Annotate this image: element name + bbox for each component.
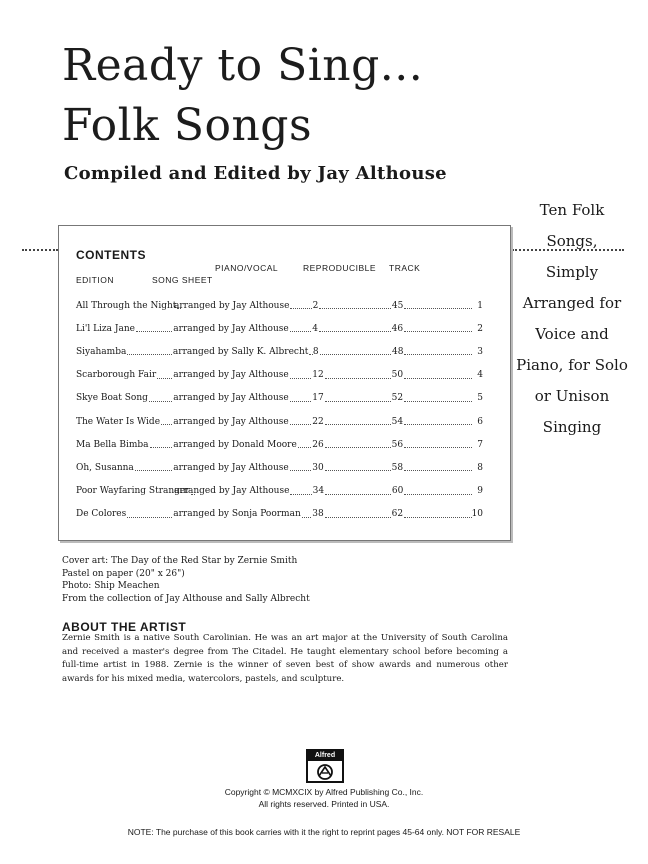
song-arranger: arranged by Jay Althouse <box>173 323 289 334</box>
song-title: De Colores <box>76 509 127 520</box>
reproducible-page: 52 <box>391 393 404 404</box>
piano-vocal-page: 26 <box>312 439 324 450</box>
alfred-logo-icon <box>315 763 335 781</box>
description-line: Singing <box>542 418 602 436</box>
contents-box <box>58 225 511 541</box>
piano-vocal-page: 4 <box>312 323 318 334</box>
song-title: The Water Is Wide <box>76 416 161 427</box>
column-header-piano-vocal: PIANO/VOCAL <box>215 263 279 273</box>
about-artist-heading: ABOUT THE ARTIST <box>62 620 187 634</box>
dotted-divider-left <box>22 249 58 251</box>
track-number: 8 <box>477 462 483 473</box>
copyright-line: Copyright © MCMXCIX by Alfred Publishing Co., Inc. <box>224 787 424 797</box>
track-number: 1 <box>477 300 484 311</box>
description-line: Arranged for <box>522 294 622 312</box>
track-number: 6 <box>477 416 483 427</box>
song-arranger: arranged by Jay Althouse <box>174 300 290 311</box>
reproducible-page: 46 <box>391 323 404 334</box>
piano-vocal-page: 2 <box>312 300 319 311</box>
reprint-note: NOTE: The purchase of this book carries with it the right to reprint pages 45-64 only. NOT FOR RESALE <box>127 827 521 837</box>
piano-vocal-page: 34 <box>312 486 325 497</box>
credit-line: Cover art: The Day of the Red Star by Zernie Smith <box>62 556 298 566</box>
cover-credits <box>62 555 310 605</box>
contents-row[interactable] <box>76 456 483 479</box>
track-number: 5 <box>477 393 483 404</box>
reproducible-page: 48 <box>392 346 404 357</box>
reproducible-page: 62 <box>391 509 404 520</box>
book-title-line-1: Ready to Sing... <box>62 40 424 91</box>
song-title: All Through the Night <box>76 300 177 311</box>
song-title: Skye Boat Song <box>76 393 148 404</box>
reproducible-page: 50 <box>391 370 404 381</box>
song-arranger: arranged by Sally K. Albrecht <box>172 346 309 357</box>
song-title: Poor Wayfaring Stranger <box>76 486 190 497</box>
about-artist-text: Zernie Smith is a native South Carolinian. He was an art major at the University of South Carolina and received a master's degree from The Citadel. He taught elementary school before becoming a full-time artist in 1988. Zernie is the winner of seven best of show awards and numerous other awards for his mixed media, watercolors, pastels, and sculpture. <box>62 633 508 684</box>
column-header-reproducible: REPRODUCIBLE <box>303 263 377 273</box>
piano-vocal-page: 12 <box>312 370 324 381</box>
sidebar-description <box>516 195 628 443</box>
credit-line: From the collection of Jay Althouse and Sally Albrecht <box>62 593 310 604</box>
description-line: Piano, for Solo <box>516 356 628 374</box>
description-line: Simply <box>545 263 599 281</box>
reproducible-page: 45 <box>391 300 404 311</box>
track-number: 7 <box>477 439 483 450</box>
contents-row[interactable] <box>76 340 483 363</box>
song-arranger: arranged by Sonja Poorman <box>173 509 301 520</box>
contents-row[interactable] <box>76 317 483 340</box>
piano-vocal-page: 30 <box>312 462 324 473</box>
song-arranger: arranged by Donald Moore <box>173 439 297 450</box>
contents-row[interactable] <box>76 410 483 433</box>
copyright-notice <box>0 786 648 810</box>
column-header-edition: EDITION <box>76 275 114 285</box>
column-header-song-sheet: SONG SHEET <box>152 275 213 285</box>
contents-row[interactable] <box>76 480 483 503</box>
copyright-line: All rights reserved. Printed in USA. <box>258 799 390 809</box>
piano-vocal-page: 17 <box>312 393 324 404</box>
contents-row[interactable] <box>76 433 483 456</box>
song-title: Oh, Susanna <box>76 462 134 473</box>
logo-text: Alfred <box>308 751 342 761</box>
track-number: 9 <box>477 486 484 497</box>
track-number: 3 <box>477 346 483 357</box>
contents-heading: CONTENTS <box>76 248 146 262</box>
song-arranger: arranged by Jay Althouse <box>174 486 290 497</box>
description-line: Voice and <box>535 325 609 343</box>
reproducible-page: 54 <box>391 416 404 427</box>
contents-row[interactable] <box>76 294 483 317</box>
contents-list <box>76 294 483 526</box>
contents-row[interactable] <box>76 387 483 410</box>
track-number: 4 <box>477 370 483 381</box>
description-line: or Unison <box>534 387 610 405</box>
track-number: 2 <box>477 323 483 334</box>
song-arranger: arranged by Jay Althouse <box>173 393 289 404</box>
alfred-logo <box>306 749 344 783</box>
piano-vocal-page: 8 <box>312 346 319 357</box>
column-header-track: TRACK <box>389 263 421 273</box>
song-title: Li'l Liza Jane <box>76 323 135 334</box>
book-title-line-2: Folk Songs <box>62 100 313 151</box>
reproducible-page: 56 <box>391 439 404 450</box>
contents-row[interactable] <box>76 364 483 387</box>
piano-vocal-page: 22 <box>312 416 324 427</box>
song-title: Siyahamba <box>76 346 127 357</box>
credit-line: Photo: Ship Meachen <box>62 581 160 591</box>
track-number: 10 <box>471 509 484 520</box>
credit-line: Pastel on paper (20" x 26") <box>62 568 185 579</box>
reproducible-page: 60 <box>391 486 404 497</box>
description-line: Ten Folk Songs, <box>539 201 605 250</box>
piano-vocal-page: 38 <box>312 509 324 520</box>
song-arranger: arranged by Jay Althouse <box>173 416 289 427</box>
song-arranger: arranged by Jay Althouse <box>173 370 289 381</box>
reproducible-page: 58 <box>391 462 404 473</box>
compiler-credit: Compiled and Edited by Jay Althouse <box>64 163 447 184</box>
contents-row[interactable] <box>76 503 483 526</box>
song-title: Scarborough Fair <box>76 370 157 381</box>
song-arranger: arranged by Jay Althouse <box>173 462 289 473</box>
song-title: Ma Bella Bimba <box>76 439 149 450</box>
